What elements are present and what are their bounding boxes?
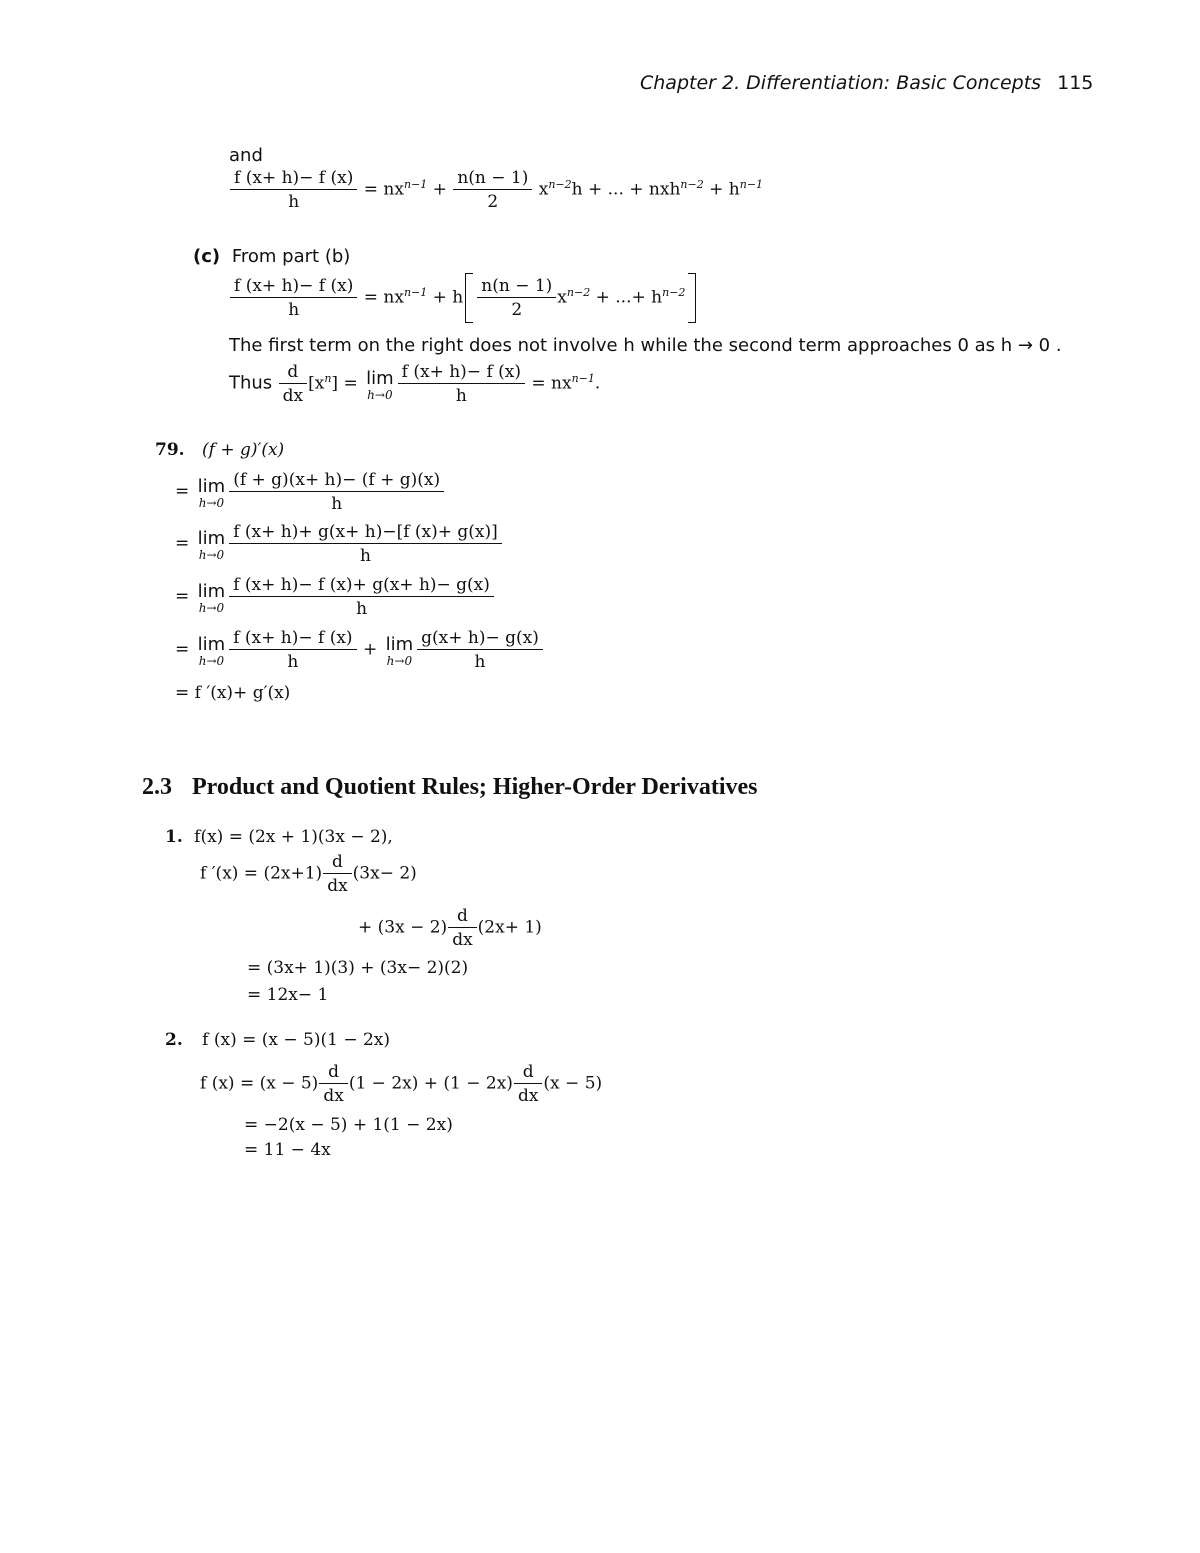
fraction: [479, 276, 554, 320]
equals: =: [175, 586, 190, 607]
denominator: h: [229, 491, 444, 514]
limit-word: lim: [197, 633, 226, 655]
term: [x: [308, 373, 325, 394]
exponent: n−2: [680, 177, 704, 191]
problem-2-line-4: = 11 − 4x: [244, 1140, 331, 1160]
equation-text: f(x) = (2x + 1)(3x − 2),: [194, 827, 393, 847]
numerator: (f + g)(x+ h)− (f + g)(x): [233, 470, 441, 490]
limit: [366, 368, 394, 401]
exponent: n−2: [548, 177, 572, 191]
numerator: f (x+ h)− f (x)+ g(x+ h)− g(x): [233, 575, 490, 595]
derivative-operator: [281, 362, 305, 406]
denominator: dx: [279, 383, 307, 406]
numerator: d: [522, 1062, 534, 1082]
fraction: [231, 575, 492, 619]
denominator: dx: [323, 873, 351, 896]
denominator: h: [417, 649, 543, 672]
thus-label: Thus: [229, 372, 273, 394]
limit-word: lim: [197, 475, 226, 497]
denominator: h: [229, 543, 502, 566]
exponent: n−1: [571, 371, 595, 385]
term: h + ... + nxh: [571, 179, 681, 200]
numerator: n(n − 1): [457, 168, 529, 188]
problem-number: 79.: [155, 440, 185, 460]
and-label: and: [229, 145, 263, 166]
problem-2-line-1: [165, 1030, 390, 1050]
term: + h: [432, 287, 464, 308]
problem-1-line-1: [165, 827, 393, 847]
term: = nx: [363, 287, 404, 308]
fraction: [400, 362, 523, 406]
limit-word: lim: [385, 633, 414, 655]
term: = nx: [531, 373, 572, 394]
derivative-operator: [450, 906, 474, 950]
term: x: [557, 287, 567, 308]
denominator: 2: [477, 297, 556, 320]
limit: [198, 634, 226, 667]
equals: =: [175, 533, 190, 554]
denominator: dx: [319, 1083, 347, 1106]
exponent: n−1: [403, 177, 428, 191]
part-intro: From part (b): [231, 246, 351, 267]
page-number: 115: [1057, 72, 1094, 94]
problem-79-line-5: = f ′(x)+ g′(x): [175, 683, 291, 703]
problem-79-line-1: [175, 470, 445, 514]
chapter-title: Chapter 2. Differentiation: Basic Concepts: [640, 72, 1042, 94]
limit: [198, 581, 226, 614]
denominator: 2: [453, 189, 532, 212]
equals: =: [175, 639, 190, 660]
problem-79-line-2: [175, 522, 503, 566]
denominator: h: [229, 596, 494, 619]
part-c-equation: [229, 273, 696, 323]
problem-1-line-5: = 12x− 1: [247, 985, 329, 1005]
derivative-operator: [516, 1062, 540, 1106]
denominator: dx: [514, 1083, 542, 1106]
denominator: dx: [448, 927, 476, 950]
exponent: n−1: [403, 285, 428, 299]
section-heading: [142, 774, 758, 801]
limit-subscript: h→0: [198, 495, 225, 510]
numerator: g(x+ h)− g(x): [421, 628, 539, 648]
problem-1-line-2: [200, 852, 417, 896]
limit-word: lim: [366, 367, 394, 389]
term: (x − 5): [543, 1073, 603, 1094]
term: ] =: [331, 373, 358, 394]
plus: +: [362, 639, 378, 660]
fraction: [232, 276, 355, 320]
left-bracket: [465, 273, 473, 323]
problem-1-line-4: = (3x+ 1)(3) + (3x− 2)(2): [247, 958, 469, 978]
numerator: d: [328, 1062, 340, 1082]
denominator: h: [230, 189, 357, 212]
numerator: d: [331, 852, 343, 872]
section-number: 2.3: [142, 774, 172, 800]
term: x: [538, 179, 549, 200]
right-bracket: [688, 273, 696, 323]
limit-subscript: h→0: [198, 547, 225, 562]
limit-word: lim: [197, 580, 226, 602]
equals: =: [175, 481, 190, 502]
problem-2-line-2: [200, 1062, 602, 1106]
part-c-sentence: The first term on the right does not involve h while the second term approaches 0 as h → 0 .: [229, 335, 1062, 356]
term: + h: [709, 179, 740, 200]
fraction: [231, 628, 354, 672]
part-b-equation: [229, 168, 763, 212]
denominator: h: [230, 297, 357, 320]
term: = nx: [363, 179, 404, 200]
denominator: h: [229, 649, 356, 672]
problem-expression: (f + g)′(x): [201, 440, 285, 460]
exponent: n: [324, 371, 332, 385]
fraction: [232, 168, 355, 212]
denominator: h: [398, 383, 525, 406]
fraction: [455, 168, 530, 212]
numerator: f (x+ h)− f (x): [233, 628, 353, 648]
problem-number: 2.: [165, 1030, 183, 1050]
problem-79-line-4: [175, 628, 544, 672]
problem-number: 1.: [165, 827, 183, 847]
term: (2x+ 1): [477, 917, 542, 938]
equation-text: f (x) = (x − 5)(1 − 2x): [202, 1030, 391, 1050]
problem-1-line-3: [358, 906, 542, 950]
fraction: [231, 522, 500, 566]
problem-2-line-3: = −2(x − 5) + 1(1 − 2x): [244, 1115, 453, 1135]
part-c-heading: [193, 246, 350, 267]
fraction: [419, 628, 541, 672]
part-label: (c): [193, 246, 221, 267]
numerator: n(n − 1): [481, 276, 553, 296]
problem-79-title: [155, 440, 284, 460]
numerator: f (x+ h)− f (x): [401, 362, 521, 382]
numerator: d: [456, 906, 468, 926]
numerator: f (x+ h)− f (x): [234, 168, 354, 188]
derivative-operator: [321, 1062, 345, 1106]
term: +: [432, 179, 447, 200]
term: (1 − 2x) + (1 − 2x): [348, 1073, 513, 1094]
numerator: f (x+ h)− f (x): [234, 276, 354, 296]
limit-subscript: h→0: [367, 387, 393, 402]
exponent: n−1: [739, 177, 764, 191]
numerator: d: [287, 362, 299, 382]
section-title: Product and Quotient Rules; Higher-Order Derivatives: [192, 774, 758, 800]
limit-word: lim: [197, 527, 226, 549]
limit: [198, 528, 226, 561]
running-header: [640, 72, 1093, 94]
limit-subscript: h→0: [198, 600, 225, 615]
exponent: n−2: [662, 285, 686, 299]
term: .: [594, 373, 601, 394]
thus-equation: [229, 362, 600, 406]
limit-subscript: h→0: [386, 653, 413, 668]
limit: [198, 476, 226, 509]
problem-79-line-3: [175, 575, 495, 619]
term: (3x− 2): [352, 863, 417, 884]
limit-subscript: h→0: [198, 653, 225, 668]
term: f (x) = (x − 5): [200, 1073, 319, 1094]
exponent: n−2: [566, 285, 591, 299]
numerator: f (x+ h)+ g(x+ h)−[f (x)+ g(x)]: [233, 522, 498, 542]
fraction: [231, 470, 442, 514]
term: f ′(x) = (2x+1): [200, 863, 323, 884]
term: + ...+ h: [595, 287, 663, 308]
derivative-operator: [325, 852, 349, 896]
term: + (3x − 2): [358, 917, 448, 938]
limit: [386, 634, 414, 667]
